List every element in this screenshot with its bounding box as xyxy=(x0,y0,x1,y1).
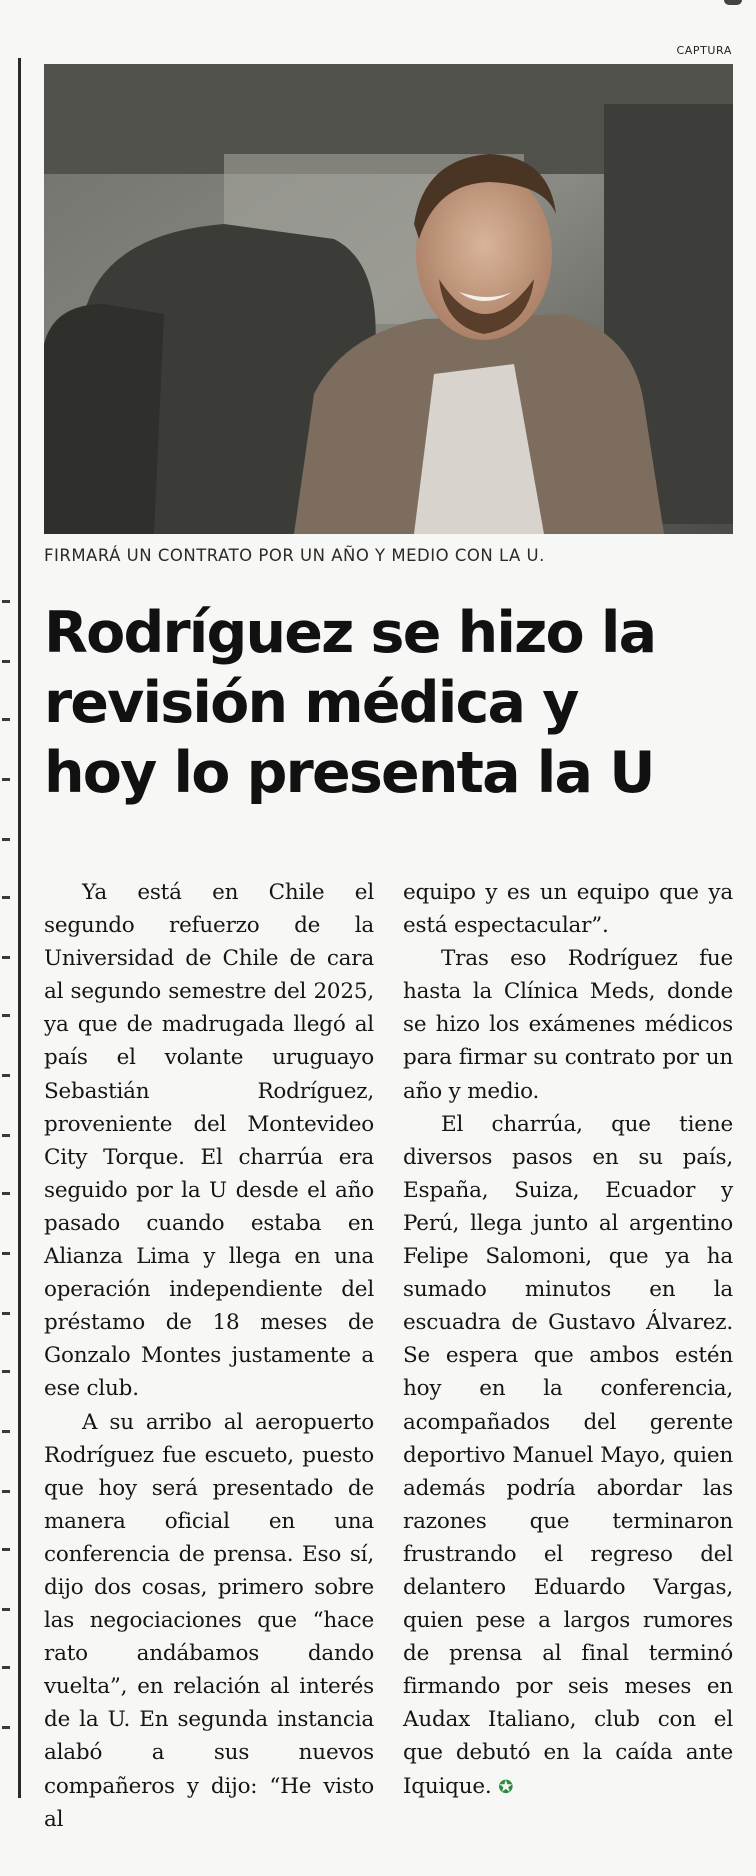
article-paragraph-last xyxy=(403,1108,733,1804)
article-column-left xyxy=(44,876,374,1836)
article-paragraph: Ya está en Chile el segundo refuerzo de la Universidad de Chile de cara al segundo semestre del 2025, ya que de madrugada llegó al país el volante uruguayo Sebastián Rodríguez, proveniente del Montevideo City Torque. El charrúa era seguido por la U desde el año pasado cuando estaba en Alianza Lima y llega en una operación independiente del préstamo de 18 meses de Gonzalo Montes justamente a ese club. xyxy=(44,880,374,1402)
headline-line-3: hoy lo presenta la U xyxy=(44,740,654,806)
article-paragraph: A su arribo al aeropuerto Rodríguez fue escueto, puesto que hoy será presentado de manera oficial en una conferencia de prensa. Eso sí, dijo dos cosas, primero sobre las negociaciones que “hace rato andábamos dando vuelta”, en relación al interés de la U. En segunda instancia alabó a sus nuevos compañeros y dijo: “He visto al xyxy=(44,1409,374,1832)
photo-caption: FIRMARÁ UN CONTRATO POR UN AÑO Y MEDIO CON LA U. xyxy=(44,546,545,565)
player-in-vehicle-image xyxy=(44,64,733,534)
article-paragraph: Tras eso Rodríguez fue hasta la Clínica Meds, donde se hizo los exámenes médicos para firmar su contrato por un año y medio. xyxy=(403,946,733,1104)
news-photo xyxy=(44,64,733,534)
article-column-right xyxy=(403,876,733,1804)
column-divider-rule xyxy=(18,58,21,1798)
article-paragraph-text: El charrúa, que tiene diversos pasos en su país, España, Suiza, Ecuador y Perú, llega junto al argentino Felipe Salomoni, que ya ha sumado minutos en la escuadra de Gustavo Álvarez. Se espera que ambos estén hoy en la conferencia, acompañados del gerente deportivo Manuel Mayo, quien además podría abordar las razones que terminaron frustrando el regreso del delantero Eduardo Vargas, quien pese a largos rumores de prensa al final terminó firmando por seis meses en Audax Italiano, club con el que debutó en la caída ante Iquique. xyxy=(403,1111,733,1799)
headline-line-1: Rodríguez se hizo la xyxy=(44,600,656,666)
adjacent-column-edge xyxy=(0,600,14,1800)
headline xyxy=(44,598,734,808)
article-paragraph: equipo y es un equipo que ya está espectacular”. xyxy=(403,880,733,939)
end-of-article-icon: ✪ xyxy=(498,1776,514,1798)
headline-line-2: revisión médica y xyxy=(44,670,578,736)
photo-credit: CAPTURA xyxy=(676,44,732,57)
page-corner-mark xyxy=(724,0,742,5)
